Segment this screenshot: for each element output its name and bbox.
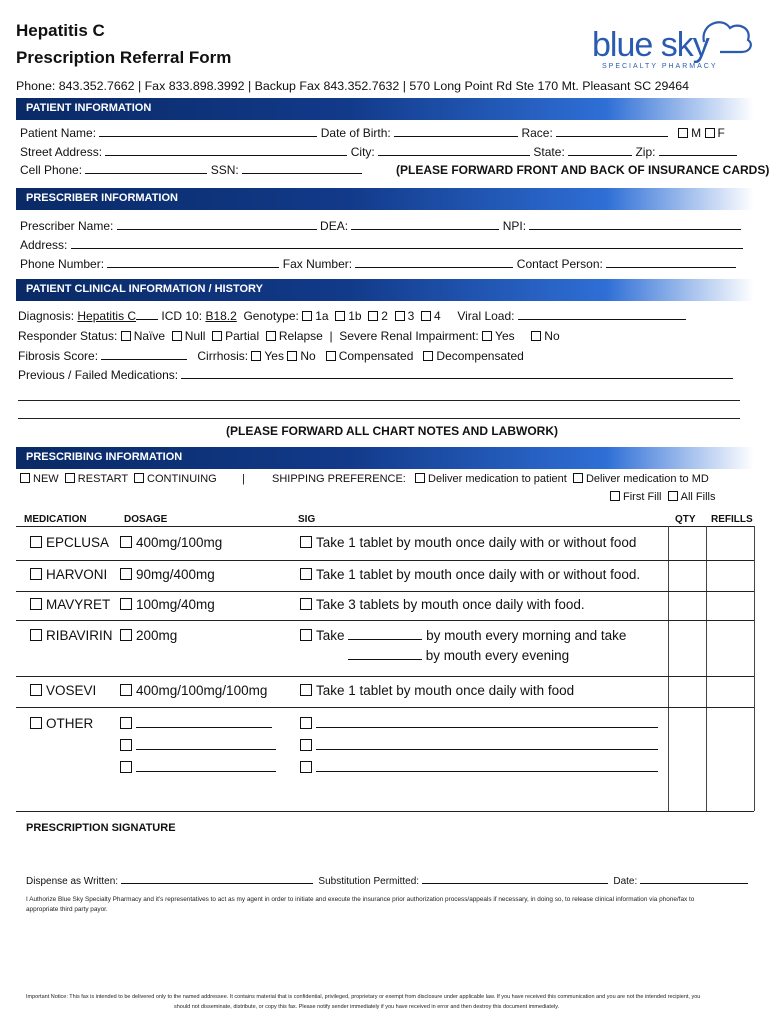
deliver-md-checkbox[interactable]	[573, 473, 583, 483]
sig-cell	[300, 738, 658, 753]
medication-name: MAVYRET	[46, 597, 111, 612]
other-dose-field-1[interactable]	[136, 717, 272, 728]
sig-cell	[300, 535, 636, 550]
harvoni-checkbox[interactable]	[30, 568, 42, 580]
patient-name-label: Patient Name:	[20, 126, 97, 140]
other-sig-field-1[interactable]	[316, 717, 658, 728]
other-sig-checkbox-3[interactable]	[300, 761, 312, 773]
col-refills: REFILLS	[711, 514, 753, 525]
other-sig-field-3[interactable]	[316, 761, 658, 772]
responder-null-label: Null	[184, 329, 206, 343]
ribavirin-checkbox[interactable]	[30, 629, 42, 641]
zip-label: Zip:	[635, 145, 656, 159]
shipping-row	[272, 473, 709, 485]
decompensated-checkbox[interactable]	[423, 351, 433, 361]
renal-no-label: No	[544, 329, 560, 343]
sig-text: Take 1 tablet by mouth once daily with food	[316, 683, 575, 698]
company-logo	[592, 12, 757, 72]
ssn-label: SSN:	[210, 163, 239, 177]
dosage-cell	[120, 683, 267, 698]
responder-naive-label: Naïve	[133, 329, 166, 343]
sex-m-checkbox[interactable]	[678, 128, 688, 138]
dispense-as-written-field[interactable]	[121, 874, 313, 884]
phone-number-label: Phone Number:	[20, 257, 105, 271]
table-header-divider	[16, 526, 754, 527]
sex-m-label: M	[691, 126, 702, 140]
new-label: NEW	[33, 473, 59, 485]
state-label: State:	[533, 145, 565, 159]
genotype-3-checkbox[interactable]	[395, 311, 405, 321]
medication-name: EPCLUSA	[46, 535, 110, 550]
row-divider	[16, 811, 754, 812]
logo-subtitle: SPECIALTY PHARMACY	[602, 63, 718, 70]
qty-col-border-left	[668, 526, 669, 811]
street-label: Street Address:	[20, 145, 103, 159]
genotype-3-label: 3	[407, 309, 415, 323]
other-dose-checkbox-3[interactable]	[120, 761, 132, 773]
all-fills-label: All Fills	[680, 491, 716, 503]
other-dose-checkbox-2[interactable]	[120, 739, 132, 751]
qty-col-border-right	[706, 526, 707, 811]
first-fill-label: First Fill	[623, 491, 662, 503]
diagnosis-label: Diagnosis:	[18, 309, 75, 323]
renal-impairment-label: Severe Renal Impairment:	[339, 329, 479, 343]
other-sig-checkbox-2[interactable]	[300, 739, 312, 751]
deliver-patient-label: Deliver medication to patient	[428, 473, 567, 485]
other-dose-field-3[interactable]	[136, 761, 276, 772]
dea-label: DEA:	[320, 219, 349, 233]
responder-naive-checkbox[interactable]	[121, 331, 131, 341]
dosage-cell	[120, 760, 276, 775]
genotype-label: Genotype:	[243, 309, 299, 323]
mavyret-checkbox[interactable]	[30, 598, 42, 610]
renal-yes-checkbox[interactable]	[482, 331, 492, 341]
prescriber-name-label: Prescriber Name:	[20, 219, 114, 233]
dosage-cell	[120, 628, 177, 643]
dea-field[interactable]	[351, 219, 499, 230]
city-label: City:	[350, 145, 375, 159]
responder-partial-label: Partial	[225, 329, 260, 343]
harvoni-sig-checkbox[interactable]	[300, 568, 312, 580]
fibrosis-label: Fibrosis Score:	[18, 349, 99, 363]
form-title-line1: Hepatitis C	[16, 21, 105, 40]
patient-row-2	[20, 145, 737, 159]
phone-number-field[interactable]	[107, 257, 279, 268]
genotype-4-label: 4	[433, 309, 441, 323]
sig-cell	[300, 628, 626, 643]
epclusa-checkbox[interactable]	[30, 536, 42, 548]
prescriber-row-2	[20, 238, 743, 252]
footer-notice-1: Important Notice: This fax is intended to be delivered only to the named addressee. It contains material that is confidential, privileged, proprietary or exempt from disclosure under applicable law. If you have received this communication and you are not the intended recipient, you	[26, 994, 701, 1000]
dosage-text: 100mg/40mg	[136, 597, 215, 612]
fibrosis-field[interactable]	[101, 349, 187, 360]
deliver-md-label: Deliver medication to MD	[585, 473, 709, 485]
medication-name: OTHER	[46, 716, 94, 731]
all-fills-checkbox[interactable]	[668, 491, 678, 501]
date-label: Date:	[613, 876, 638, 887]
npi-label: NPI:	[502, 219, 527, 233]
sig-cell	[300, 760, 658, 775]
clinical-row-2: Responder Status: Naïve Null Partial Relapse | Severe Renal Impairment: Yes No	[18, 329, 560, 343]
insurance-card-note: (PLEASE FORWARD FRONT AND BACK OF INSURANCE CARDS)	[396, 163, 770, 177]
substitution-permitted-field[interactable]	[422, 874, 608, 884]
epclusa-dose-checkbox[interactable]	[120, 536, 132, 548]
row-divider	[16, 560, 754, 561]
contact-person-label: Contact Person:	[516, 257, 603, 271]
patient-row-1	[20, 126, 725, 140]
renal-yes-label: Yes	[495, 329, 515, 343]
row-divider	[16, 620, 754, 621]
sig-cell	[300, 683, 574, 698]
chart-notes-note: (PLEASE FORWARD ALL CHART NOTES AND LABWORK)	[226, 424, 558, 438]
compensated-checkbox[interactable]	[326, 351, 336, 361]
city-field[interactable]	[378, 145, 530, 156]
icd-label: ICD 10:	[161, 309, 203, 323]
table-row	[30, 535, 109, 550]
sig-text: Take	[316, 628, 345, 643]
dosage-cell	[120, 535, 222, 550]
genotype-1b-label: 1b	[348, 309, 362, 323]
cirrhosis-label: Cirrhosis:	[197, 349, 249, 363]
decompensated-label: Decompensated	[436, 349, 524, 363]
dosage-text: 90mg/400mg	[136, 567, 215, 582]
dosage-text: 200mg	[136, 628, 178, 643]
table-row	[30, 716, 93, 731]
ribavirin-dose-checkbox[interactable]	[120, 629, 132, 641]
responder-relapse-checkbox[interactable]	[266, 331, 276, 341]
other-sig-checkbox-1[interactable]	[300, 717, 312, 729]
mavyret-dose-checkbox[interactable]	[120, 598, 132, 610]
dosage-cell	[120, 597, 215, 612]
section-header-prescriber: PRESCRIBER INFORMATION	[16, 188, 754, 210]
deliver-patient-checkbox[interactable]	[415, 473, 425, 483]
vosevi-checkbox[interactable]	[30, 684, 42, 696]
shipping-preference-label: SHIPPING PREFERENCE:	[272, 473, 406, 485]
col-medication: MEDICATION	[24, 514, 87, 525]
footer-notice-2: should not disseminate, distribute, or copy this fax. Please notify sender immediately if you have received in error and then destroy this document immediately.	[174, 1004, 560, 1010]
previous-medications-label: Previous / Failed Medications:	[18, 368, 179, 382]
contact-person-field[interactable]	[606, 257, 736, 268]
ribavirin-morning-field[interactable]	[348, 629, 422, 640]
clinical-row-1	[18, 309, 686, 323]
restart-label: RESTART	[77, 473, 128, 485]
clinical-row-4	[18, 368, 733, 382]
sig-cell	[300, 716, 658, 731]
cirrhosis-yes-checkbox[interactable]	[251, 351, 261, 361]
epclusa-sig-checkbox[interactable]	[300, 536, 312, 548]
signature-heading: PRESCRIPTION SIGNATURE	[26, 822, 176, 834]
rx-divider: |	[242, 473, 245, 485]
mavyret-sig-checkbox[interactable]	[300, 598, 312, 610]
prescriber-row-3	[20, 257, 736, 271]
dob-label: Date of Birth:	[320, 126, 391, 140]
rx-status-row	[20, 473, 217, 485]
table-row	[30, 628, 113, 643]
col-dosage: DOSAGE	[124, 514, 168, 525]
restart-checkbox[interactable]	[65, 473, 75, 483]
contact-info: Phone: 843.352.7662 | Fax 833.898.3992 | Backup Fax 843.352.7632 | 570 Long Point Rd Ste 170 Mt. Pleasant SC 29464	[16, 79, 690, 93]
ribavirin-sig-checkbox[interactable]	[300, 629, 312, 641]
fill-row	[610, 491, 715, 503]
vosevi-sig-checkbox[interactable]	[300, 684, 312, 696]
renal-no-checkbox[interactable]	[531, 331, 541, 341]
sig-text: Take 3 tablets by mouth once daily with food.	[316, 597, 585, 612]
sex-f-label: F	[717, 126, 725, 140]
patient-row-3	[20, 163, 362, 177]
new-checkbox[interactable]	[20, 473, 30, 483]
clinical-row-3	[18, 349, 524, 363]
genotype-2-checkbox[interactable]	[368, 311, 378, 321]
substitution-permitted-label: Substitution Permitted:	[318, 876, 420, 887]
dispense-as-written-label: Dispense as Written:	[26, 876, 119, 887]
dosage-cell	[120, 716, 272, 731]
dosage-text: 400mg/100mg	[136, 535, 223, 550]
street-field[interactable]	[105, 145, 347, 156]
section-header-prescribing: PRESCRIBING INFORMATION	[16, 447, 754, 469]
sex-f-checkbox[interactable]	[705, 128, 715, 138]
sig-cell	[300, 567, 640, 582]
zip-field[interactable]	[659, 145, 737, 156]
section-header-clinical: PATIENT CLINICAL INFORMATION / HISTORY	[16, 279, 754, 301]
sig-cell	[300, 597, 585, 612]
diagnosis-value[interactable]: Hepatitis C	[77, 309, 137, 323]
address-label: Address:	[20, 238, 68, 252]
patient-name-field[interactable]	[99, 126, 317, 137]
responder-null-checkbox[interactable]	[172, 331, 182, 341]
sig-text: by mouth every morning and take	[426, 628, 627, 643]
row-divider	[16, 707, 754, 708]
race-field[interactable]	[556, 126, 668, 137]
responder-status-label: Responder Status:	[18, 329, 118, 343]
cell-phone-field[interactable]	[85, 163, 207, 174]
table-row	[30, 567, 107, 582]
section-header-patient: PATIENT INFORMATION	[16, 98, 754, 120]
previous-medications-line-2[interactable]	[18, 400, 740, 401]
sig-text: Take 1 tablet by mouth once daily with or without food.	[316, 567, 641, 582]
fax-number-field[interactable]	[355, 257, 513, 268]
col-qty: QTY	[675, 514, 696, 525]
responder-partial-checkbox[interactable]	[212, 331, 222, 341]
prescriber-row-1	[20, 219, 741, 233]
dosage-text: 400mg/100mg/100mg	[136, 683, 268, 698]
cirrhosis-no-label: No	[300, 349, 316, 363]
previous-medications-field[interactable]	[181, 368, 733, 379]
other-checkbox[interactable]	[30, 717, 42, 729]
continuing-checkbox[interactable]	[134, 473, 144, 483]
npi-field[interactable]	[529, 219, 741, 230]
ssn-field[interactable]	[242, 163, 362, 174]
medication-name: VOSEVI	[46, 683, 97, 698]
viral-load-field[interactable]	[518, 309, 686, 320]
harvoni-dose-checkbox[interactable]	[120, 568, 132, 580]
row-divider	[16, 676, 754, 677]
form-title-line2: Prescription Referral Form	[16, 48, 232, 67]
authorization-text-2: appropriate third party payor.	[26, 906, 108, 913]
other-dose-field-2[interactable]	[136, 739, 276, 750]
sig-cell-line-2	[348, 648, 569, 663]
icd-value[interactable]: B18.2	[205, 309, 237, 323]
genotype-4-checkbox[interactable]	[421, 311, 431, 321]
fax-number-label: Fax Number:	[282, 257, 353, 271]
continuing-label: CONTINUING	[147, 473, 217, 485]
responder-relapse-label: Relapse	[278, 329, 323, 343]
address-field[interactable]	[71, 238, 743, 249]
viral-load-label: Viral Load:	[457, 309, 515, 323]
sig-text: Take 1 tablet by mouth once daily with or without food	[316, 535, 637, 550]
medication-name: HARVONI	[46, 567, 108, 582]
dosage-cell	[120, 567, 215, 582]
genotype-2-label: 2	[381, 309, 388, 323]
genotype-1b-checkbox[interactable]	[335, 311, 345, 321]
prescriber-name-field[interactable]	[117, 219, 317, 230]
dob-field[interactable]	[394, 126, 518, 137]
ribavirin-evening-field[interactable]	[348, 649, 422, 660]
compensated-label: Compensated	[338, 349, 414, 363]
other-sig-field-2[interactable]	[316, 739, 658, 750]
row-divider	[16, 591, 754, 592]
date-field[interactable]	[640, 874, 748, 884]
cirrhosis-yes-label: Yes	[264, 349, 284, 363]
col-sig: SIG	[298, 514, 316, 525]
state-field[interactable]	[568, 145, 632, 156]
genotype-1a-checkbox[interactable]	[302, 311, 312, 321]
refills-col-border-right	[754, 526, 755, 811]
signature-row	[26, 874, 748, 887]
table-row	[30, 597, 110, 612]
logo-text: blue sky	[592, 26, 709, 64]
other-dose-checkbox-1[interactable]	[120, 717, 132, 729]
medication-name: RIBAVIRIN	[46, 628, 113, 643]
dosage-cell	[120, 738, 276, 753]
vosevi-dose-checkbox[interactable]	[120, 684, 132, 696]
authorization-text-1: I Authorize Blue Sky Specialty Pharmacy and it’s representatives to act as my agent in order to initiate and execute the insurance prior authorization process/appeals if necessary, in doing so, to release clinical information via phone/fax to	[26, 896, 695, 903]
cell-phone-label: Cell Phone:	[20, 163, 83, 177]
genotype-1a-label: 1a	[315, 309, 329, 323]
table-row	[30, 683, 96, 698]
sig-text: by mouth every evening	[425, 648, 570, 663]
first-fill-checkbox[interactable]	[610, 491, 620, 501]
race-label: Race:	[521, 126, 553, 140]
cirrhosis-no-checkbox[interactable]	[287, 351, 297, 361]
previous-medications-line-3[interactable]	[18, 418, 740, 419]
